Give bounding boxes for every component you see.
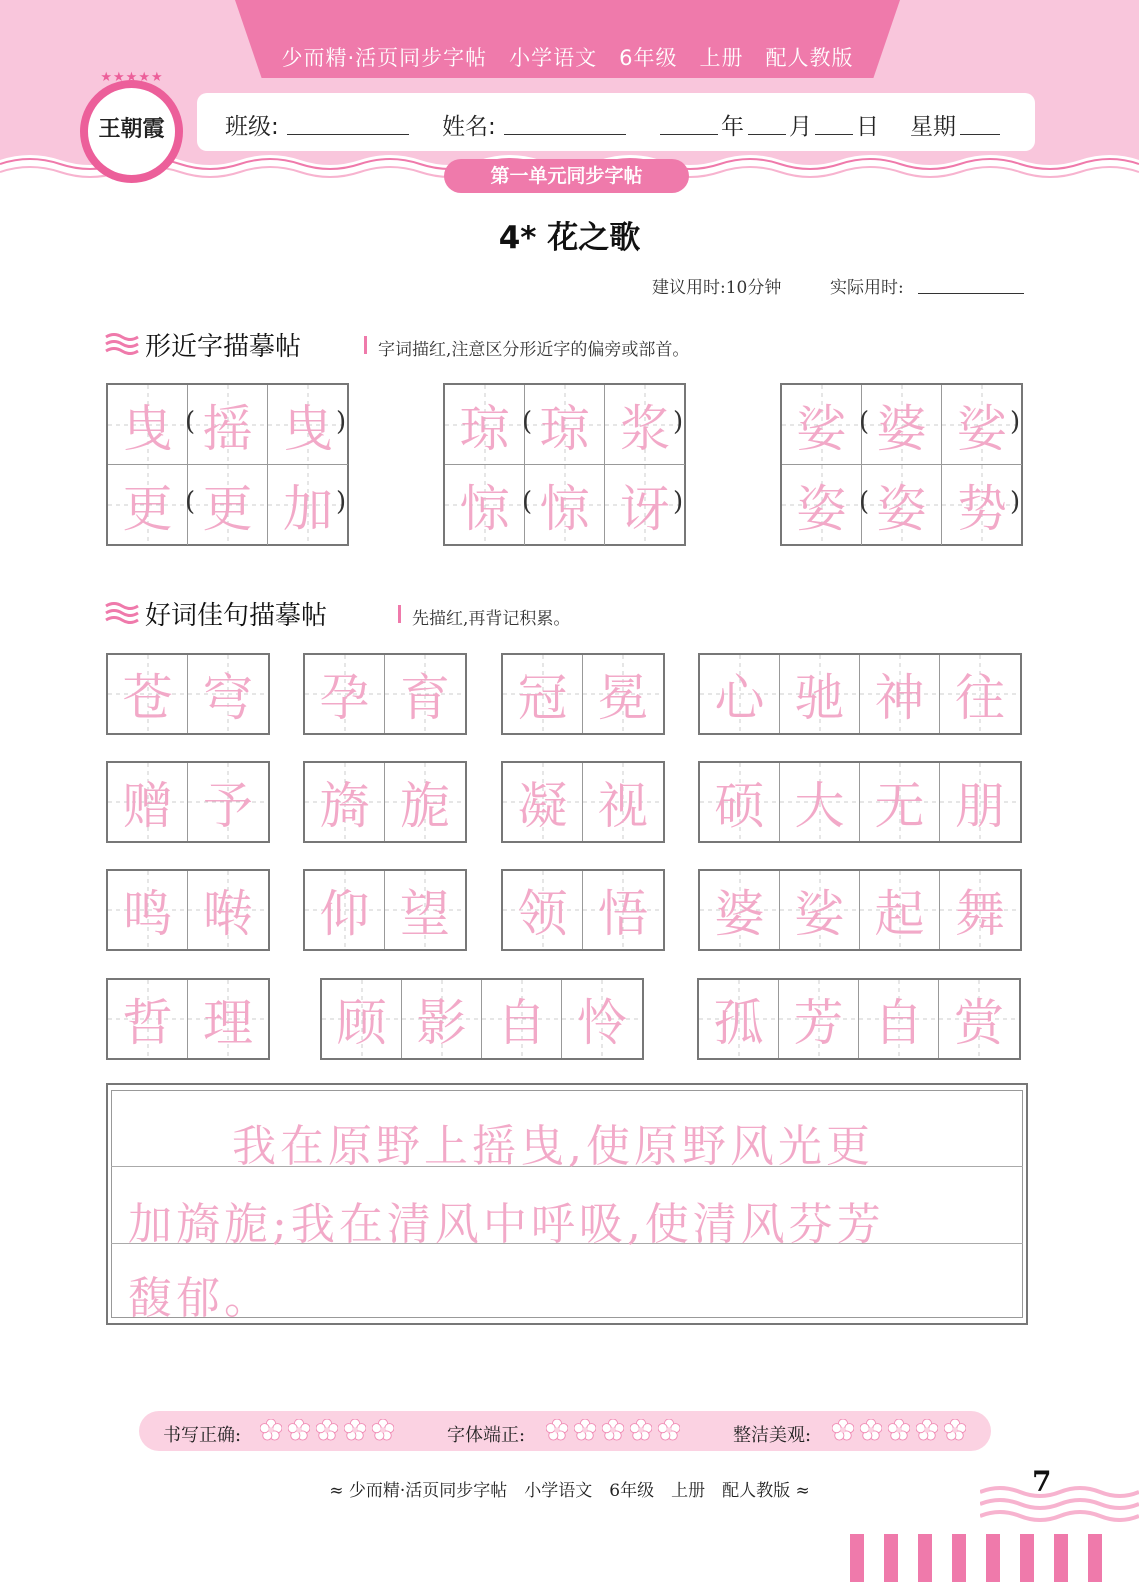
practice-cell xyxy=(525,385,605,465)
day-field[interactable] xyxy=(815,134,853,135)
practice-cell xyxy=(780,871,860,949)
trace-character: 更 xyxy=(202,480,253,538)
day-label: 日 xyxy=(856,114,879,140)
word-grid xyxy=(106,869,270,951)
practice-cell xyxy=(860,763,940,841)
trace-character: 自 xyxy=(496,994,547,1052)
decor-stripe xyxy=(1088,1534,1102,1582)
trace-character: 冠 xyxy=(517,669,568,727)
word-grid xyxy=(303,869,467,951)
practice-cell xyxy=(700,763,780,841)
trace-character: 婆 xyxy=(876,399,927,458)
practice-cell xyxy=(108,763,188,841)
decor-stripe xyxy=(1020,1534,1034,1582)
close-parenthesis: ) xyxy=(673,407,684,437)
practice-cell xyxy=(305,763,385,841)
practice-cell xyxy=(188,385,268,465)
practice-cell xyxy=(385,871,465,949)
practice-cell xyxy=(188,871,268,949)
practice-cell xyxy=(782,465,862,545)
section2-divider xyxy=(398,605,401,623)
trace-character: 凝 xyxy=(517,777,568,835)
practice-cell xyxy=(402,980,482,1058)
practice-cell xyxy=(503,655,583,733)
practice-cell xyxy=(188,655,268,733)
practice-cell xyxy=(700,871,780,949)
decor-stripe xyxy=(952,1534,966,1582)
year-field[interactable] xyxy=(660,134,718,135)
decor-stripe xyxy=(918,1534,932,1582)
flower-rating-icon[interactable] xyxy=(260,1419,282,1441)
trace-character: 娑 xyxy=(794,885,845,943)
practice-cell xyxy=(305,871,385,949)
trace-character: 婆 xyxy=(714,885,765,943)
actual-time-field[interactable] xyxy=(918,293,1024,294)
open-parenthesis: ( xyxy=(859,487,870,517)
trace-character: 起 xyxy=(874,885,925,943)
practice-cell xyxy=(862,465,942,545)
trace-character: 曳 xyxy=(283,399,333,458)
flower-rating-icon[interactable] xyxy=(288,1419,310,1441)
lesson-title: 4* 花之歌 xyxy=(498,220,641,256)
word-grid xyxy=(320,978,644,1060)
practice-cell xyxy=(322,980,402,1058)
wave-lines-icon xyxy=(105,601,139,625)
practice-cell xyxy=(445,465,525,545)
word-grid xyxy=(697,978,1021,1060)
word-grid xyxy=(303,761,467,843)
word-grid xyxy=(501,869,665,951)
practice-cell xyxy=(782,385,862,465)
section2-title: 好词佳句描摹帖 xyxy=(145,601,328,631)
flower-rating-icon[interactable] xyxy=(944,1419,966,1441)
trace-character: 姿 xyxy=(796,480,847,538)
trace-character: 旎 xyxy=(400,777,450,835)
close-parenthesis: ) xyxy=(673,487,684,517)
flower-rating-icon[interactable] xyxy=(344,1419,366,1441)
decor-stripe xyxy=(850,1534,864,1582)
trace-character: 领 xyxy=(517,885,568,943)
trace-character: 娑 xyxy=(957,399,1007,458)
practice-cell xyxy=(188,763,268,841)
practice-cell xyxy=(860,871,940,949)
trace-character: 大 xyxy=(794,777,845,835)
class-label: 班级: xyxy=(225,114,279,140)
similar-char-grid-2 xyxy=(443,383,686,546)
section1-title: 形近字描摹帖 xyxy=(145,332,302,362)
close-parenthesis: ) xyxy=(1010,407,1021,437)
trace-character: 惊 xyxy=(539,480,590,538)
practice-cell xyxy=(860,655,940,733)
trace-character: 心 xyxy=(714,669,765,727)
trace-character: 惊 xyxy=(459,480,510,538)
close-parenthesis: ) xyxy=(336,487,347,517)
trace-character: 舞 xyxy=(955,885,1005,943)
close-parenthesis: ) xyxy=(1010,487,1021,517)
trace-character: 自 xyxy=(873,994,924,1052)
practice-cell xyxy=(108,655,188,733)
trace-character: 姿 xyxy=(876,480,927,538)
practice-cell xyxy=(108,385,188,465)
word-grid xyxy=(698,653,1022,735)
practice-cell xyxy=(939,980,1019,1058)
trace-character: 加 xyxy=(283,480,333,538)
trace-character: 影 xyxy=(416,994,467,1052)
word-grid xyxy=(698,869,1022,951)
practice-cell xyxy=(108,871,188,949)
practice-cell xyxy=(583,655,663,733)
close-parenthesis: ) xyxy=(336,407,347,437)
page-number: 7 xyxy=(1032,1465,1052,1498)
practice-cell xyxy=(188,980,268,1058)
trace-character: 赠 xyxy=(122,777,173,835)
trace-character: 望 xyxy=(400,885,450,943)
trace-character: 育 xyxy=(400,669,450,727)
flower-rating-icon[interactable] xyxy=(372,1419,394,1441)
practice-cell xyxy=(525,465,605,545)
practice-cell xyxy=(940,655,1020,733)
sentence-line-1: 我在原野上摇曳,使原野风光更 xyxy=(232,1121,874,1172)
trace-character: 赏 xyxy=(954,994,1004,1052)
trace-character: 穹 xyxy=(203,669,253,727)
trace-character: 视 xyxy=(598,777,648,835)
practice-cell xyxy=(482,980,562,1058)
trace-character: 讶 xyxy=(620,480,670,538)
trace-character: 更 xyxy=(122,480,173,538)
flower-rating-icon[interactable] xyxy=(832,1419,854,1441)
similar-char-grid-3 xyxy=(780,383,1023,546)
trace-character: 孤 xyxy=(713,994,764,1052)
class-field[interactable] xyxy=(287,134,409,135)
trace-character: 孕 xyxy=(319,669,370,727)
practice-cell xyxy=(940,871,1020,949)
trace-character: 予 xyxy=(203,777,253,835)
trace-character: 苍 xyxy=(122,669,173,727)
open-parenthesis: ( xyxy=(522,487,533,517)
trace-character: 曳 xyxy=(122,399,173,458)
word-grid xyxy=(106,653,270,735)
trace-character: 啭 xyxy=(203,885,253,943)
month-label: 月 xyxy=(789,114,812,140)
practice-cell xyxy=(583,871,663,949)
section2-note: 先描红,再背记积累。 xyxy=(412,609,571,629)
logo-stars-icon: ★★★★★ xyxy=(100,70,164,85)
word-grid xyxy=(106,761,270,843)
unit-badge: 第一单元同步字帖 xyxy=(444,159,689,193)
practice-cell xyxy=(780,763,860,841)
flower-rating-icon[interactable] xyxy=(860,1419,882,1441)
year-label: 年 xyxy=(721,114,744,140)
decor-stripe xyxy=(1054,1534,1068,1582)
weekday-field[interactable] xyxy=(960,134,1000,135)
practice-cell xyxy=(780,655,860,733)
trace-character: 浆 xyxy=(620,399,670,458)
open-parenthesis: ( xyxy=(185,487,196,517)
flower-rating-icon[interactable] xyxy=(316,1419,338,1441)
trace-character: 芳 xyxy=(793,994,844,1052)
open-parenthesis: ( xyxy=(185,407,196,437)
trace-character: 驰 xyxy=(794,669,845,727)
practice-cell xyxy=(699,980,779,1058)
rating-neatness-label: 字体端正: xyxy=(447,1425,526,1446)
word-grid xyxy=(698,761,1022,843)
month-field[interactable] xyxy=(748,134,786,135)
trace-character: 怜 xyxy=(577,994,627,1052)
trace-character: 朋 xyxy=(955,777,1005,835)
rating-accuracy-label: 书写正确: xyxy=(163,1425,242,1446)
weekday-label: 星期 xyxy=(910,114,956,140)
footer-wave-decoration xyxy=(980,1482,1139,1522)
section1-divider xyxy=(364,336,367,354)
trace-character: 娑 xyxy=(796,399,847,458)
trace-character: 冕 xyxy=(598,669,648,727)
trace-character: 摇 xyxy=(202,399,253,458)
practice-cell xyxy=(779,980,859,1058)
practice-cell xyxy=(385,655,465,733)
trace-character: 硕 xyxy=(714,777,765,835)
rating-tidiness-label: 整洁美观: xyxy=(733,1425,812,1446)
series-title: 少而精·活页同步字帖 小学语文 6年级 上册 配人教版 xyxy=(281,46,854,70)
decor-stripe xyxy=(884,1534,898,1582)
practice-cell xyxy=(503,763,583,841)
section1-note: 字词描红,注意区分形近字的偏旁或部首。 xyxy=(378,340,690,360)
open-parenthesis: ( xyxy=(522,407,533,437)
flower-rating-icon[interactable] xyxy=(916,1419,938,1441)
trace-character: 悟 xyxy=(598,885,648,943)
trace-character: 鸣 xyxy=(122,885,173,943)
sentence-line-3: 馥郁。 xyxy=(128,1273,272,1324)
brand-logo-text: 王朝霞 xyxy=(98,116,165,142)
suggested-time: 建议用时:10分钟 xyxy=(652,278,782,298)
practice-cell xyxy=(862,385,942,465)
trace-character: 仰 xyxy=(319,885,370,943)
practice-cell xyxy=(859,980,939,1058)
practice-cell xyxy=(503,871,583,949)
open-parenthesis: ( xyxy=(859,407,870,437)
practice-cell xyxy=(108,980,188,1058)
practice-cell xyxy=(700,655,780,733)
practice-cell xyxy=(188,465,268,545)
word-grid xyxy=(501,761,665,843)
trace-character: 哲 xyxy=(122,994,173,1052)
word-grid xyxy=(106,978,270,1060)
word-grid xyxy=(303,653,467,735)
decor-stripe xyxy=(986,1534,1000,1582)
practice-cell xyxy=(385,763,465,841)
practice-cell xyxy=(583,763,663,841)
similar-char-grid-1 xyxy=(106,383,349,546)
trace-character: 顾 xyxy=(336,994,387,1052)
flower-rating-icon[interactable] xyxy=(658,1419,680,1441)
wave-lines-icon xyxy=(105,332,139,356)
practice-cell xyxy=(940,763,1020,841)
trace-character: 旖 xyxy=(319,777,370,835)
name-label: 姓名: xyxy=(442,114,496,140)
trace-character: 神 xyxy=(874,669,925,727)
trace-character: 琼 xyxy=(539,399,590,458)
flower-rating-icon[interactable] xyxy=(630,1419,652,1441)
flower-rating-icon[interactable] xyxy=(888,1419,910,1441)
word-grid xyxy=(501,653,665,735)
flower-rating-icon[interactable] xyxy=(546,1419,568,1441)
trace-character: 往 xyxy=(955,669,1005,727)
trace-character: 琼 xyxy=(459,399,510,458)
name-field[interactable] xyxy=(504,134,626,135)
flower-rating-icon[interactable] xyxy=(574,1419,596,1441)
practice-cell xyxy=(305,655,385,733)
footer-text: ≈ 少而精·活页同步字帖 小学语文 6年级 上册 配人教版 ≈ xyxy=(329,1481,810,1501)
trace-character: 无 xyxy=(874,777,925,835)
practice-cell xyxy=(445,385,525,465)
flower-rating-icon[interactable] xyxy=(602,1419,624,1441)
actual-time-label: 实际用时: xyxy=(830,278,904,298)
trace-character: 势 xyxy=(957,480,1007,538)
sentence-line-2: 加旖旎;我在清风中呼吸,使清风芬芳 xyxy=(128,1199,885,1250)
trace-character: 理 xyxy=(203,994,253,1052)
practice-cell xyxy=(562,980,642,1058)
practice-cell xyxy=(108,465,188,545)
